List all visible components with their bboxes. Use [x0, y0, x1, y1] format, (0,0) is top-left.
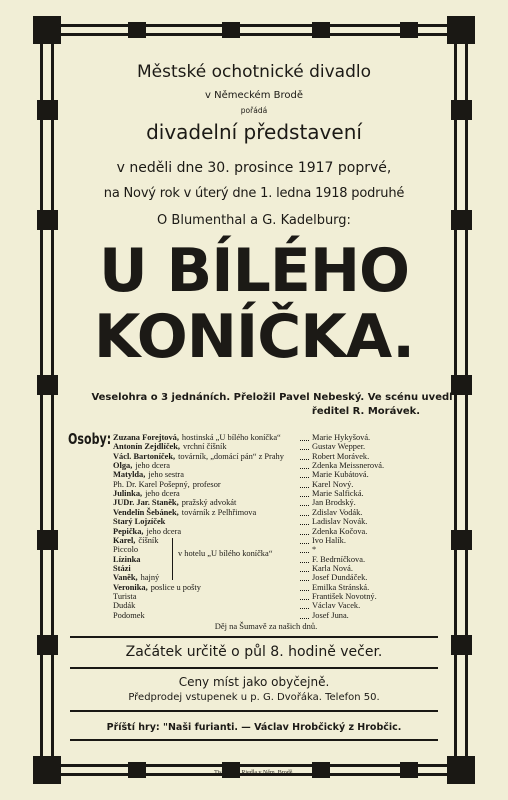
- subtitle-line-1: Veselohra o 3 jednáních. Přeložil Pavel Nebeský. Ve scénu uvedl: [91, 392, 453, 403]
- event-line: divadelní představení: [146, 120, 362, 144]
- leader-dots: [300, 562, 309, 563]
- divider: [70, 739, 438, 741]
- actor-name: Zdenka Kočova.: [312, 526, 368, 536]
- leader-dots: [300, 580, 309, 581]
- cast-label: Osoby:: [68, 430, 112, 448]
- place-line: v Německém Brodě: [205, 90, 303, 101]
- cast-role: [113, 592, 139, 601]
- presale-line: Předprodej vstupenek u p. G. Dvořáka. Telefon 50.: [128, 692, 380, 703]
- cast-role: [113, 508, 256, 517]
- role-name: JUDr. Jar. Staněk,: [113, 498, 179, 508]
- role-description: hajný: [140, 573, 160, 583]
- date-line-1: v neděli dne 30. prosince 1917 poprvé,: [116, 160, 392, 176]
- role-description: továrník z Pelhřimova: [181, 507, 257, 517]
- leader-dots: [300, 449, 309, 450]
- actor-name: Zdislav Vodák.: [312, 507, 363, 517]
- role-description: číšník: [138, 535, 159, 545]
- actor-name: Marie Hykyšová.: [312, 433, 371, 442]
- group-note: v hotelu „U bílého koníčka“: [178, 549, 273, 558]
- role-description: jeho sestra: [148, 470, 184, 480]
- actor-name: Marie Salfická.: [312, 489, 364, 499]
- leader-dots: [300, 496, 309, 497]
- leader-dots: [300, 487, 309, 488]
- actor-name: Marie Kubátová.: [312, 470, 369, 480]
- group-brace: [168, 538, 173, 580]
- role-description: jeho dcera: [146, 526, 182, 536]
- cast-role: [113, 452, 284, 461]
- role-description: jeho dcera: [135, 461, 170, 471]
- start-time: Začátek určitě o půl 8. hodině večer.: [125, 644, 383, 660]
- cast-role: [113, 601, 138, 610]
- cast-role: [113, 611, 148, 620]
- divider: [70, 710, 438, 712]
- actor-name: F. Bedrníčkova.: [312, 554, 366, 564]
- cast-role: [113, 517, 168, 526]
- role-name: Lízinka: [113, 554, 141, 564]
- role-description: jeho dcera: [145, 489, 180, 499]
- role-name: Vaněk,: [113, 573, 138, 583]
- actor-name: František Novotný.: [312, 591, 377, 601]
- role-name: Karel,: [113, 535, 136, 545]
- leader-dots: [300, 524, 309, 525]
- actor-name: Robert Morávek.: [312, 451, 370, 461]
- cast-role: [113, 489, 180, 498]
- role-name: Ph. Dr. Karel Pošepný,: [113, 479, 190, 489]
- role-name: Václ. Bartoníček,: [113, 451, 176, 461]
- leader-dots: [300, 590, 309, 591]
- role-name: Turista: [113, 591, 137, 601]
- leader-dots: [300, 543, 309, 544]
- role-name: Starý Lojzíček: [113, 517, 166, 527]
- leader-dots: [300, 440, 309, 441]
- actor-name: Josef Dundáček.: [312, 573, 368, 583]
- theatre-name: Městské ochotnické divadlo: [136, 62, 372, 82]
- actor-name: Zdenka Meissnerová.: [312, 461, 385, 471]
- leader-dots: [300, 505, 309, 506]
- actor-name: Karla Nová.: [312, 563, 353, 573]
- cast-role: [113, 536, 158, 545]
- play-title-line-1: U BÍLÉHO: [98, 236, 410, 306]
- actor-name: Gustav Wepper.: [312, 442, 366, 452]
- cast-role: [113, 433, 281, 442]
- actor-name: *: [312, 545, 317, 555]
- prices-line: Ceny míst jako obyčejně.: [178, 675, 330, 689]
- leader-dots: [300, 618, 309, 619]
- cast-role: [113, 480, 221, 489]
- role-name: Vendelín Šebánek,: [113, 507, 179, 517]
- role-description: profesor: [192, 479, 221, 489]
- actor-name: Josef Juna.: [312, 610, 349, 620]
- role-description: hostinská „U bílého koníčka“: [181, 433, 281, 442]
- role-name: Olga,: [113, 461, 133, 471]
- divider: [70, 667, 438, 669]
- actor-name: Emilka Stránská.: [312, 582, 370, 592]
- actor-name: Václav Vacek.: [312, 601, 361, 611]
- role-name: Antonín Zejdlíček,: [113, 442, 181, 452]
- role-description: továrník, „domácí pán“ z Prahy: [178, 451, 284, 461]
- role-name: Zuzana Forejtová,: [113, 433, 179, 442]
- cast-role: [113, 555, 143, 564]
- divider: [70, 636, 438, 638]
- leader-dots: [300, 468, 309, 469]
- leader-dots: [300, 552, 309, 553]
- actor-name: Jan Brodský.: [312, 498, 356, 508]
- cast-role: [113, 442, 227, 451]
- role-description: vrchní číšník: [183, 442, 227, 452]
- leader-dots: [300, 515, 309, 516]
- leader-dots: [300, 608, 309, 609]
- cast-role: [113, 564, 134, 573]
- leader-dots: [300, 571, 309, 572]
- setting-line: Děj na Šumavě za našich dnů.: [214, 621, 318, 631]
- role-name: Julinka,: [113, 489, 143, 499]
- leader-dots: [300, 477, 309, 478]
- date-line-2: na Nový rok v úterý dne 1. ledna 1918 podruhé: [103, 186, 405, 201]
- role-name: Piccolo: [113, 545, 139, 555]
- printer-line: Tiskem Fr. Riedla v Něm. Brodě.: [214, 770, 294, 776]
- presents-line: pořádá: [240, 106, 268, 115]
- role-name: Veronika,: [113, 582, 148, 592]
- cast-role: [113, 573, 159, 582]
- role-name: Dudák: [113, 601, 136, 611]
- leader-dots: [300, 534, 309, 535]
- leader-dots: [300, 459, 309, 460]
- role-name: Stázi: [113, 563, 131, 573]
- cast-role: [113, 470, 184, 479]
- actor-name: Ladislav Novák.: [312, 517, 368, 527]
- role-description: poslice u pošty: [150, 582, 201, 592]
- actor-name: Karel Nový.: [312, 479, 354, 489]
- role-name: Podomek: [113, 610, 145, 620]
- role-name: Matylda,: [113, 470, 146, 480]
- subtitle-line-2: ředitel R. Morávek.: [311, 406, 421, 417]
- cast-role: [113, 461, 170, 470]
- cast-role: [113, 527, 181, 536]
- cast-role: [113, 498, 236, 507]
- authors-line: O Blumenthal a G. Kadelburg:: [157, 213, 351, 228]
- actor-name: Ivo Halík.: [312, 535, 346, 545]
- role-name: Pepička,: [113, 526, 144, 536]
- next-plays: Příští hry: "Naši furianti. — Václav Hrobčický z Hrobčic.: [106, 722, 402, 733]
- play-title-line-2: KONÍČKA.: [93, 302, 415, 372]
- role-description: pražský advokát: [181, 498, 237, 508]
- cast-role: [113, 545, 141, 554]
- cast-role: [113, 583, 201, 592]
- leader-dots: [300, 599, 309, 600]
